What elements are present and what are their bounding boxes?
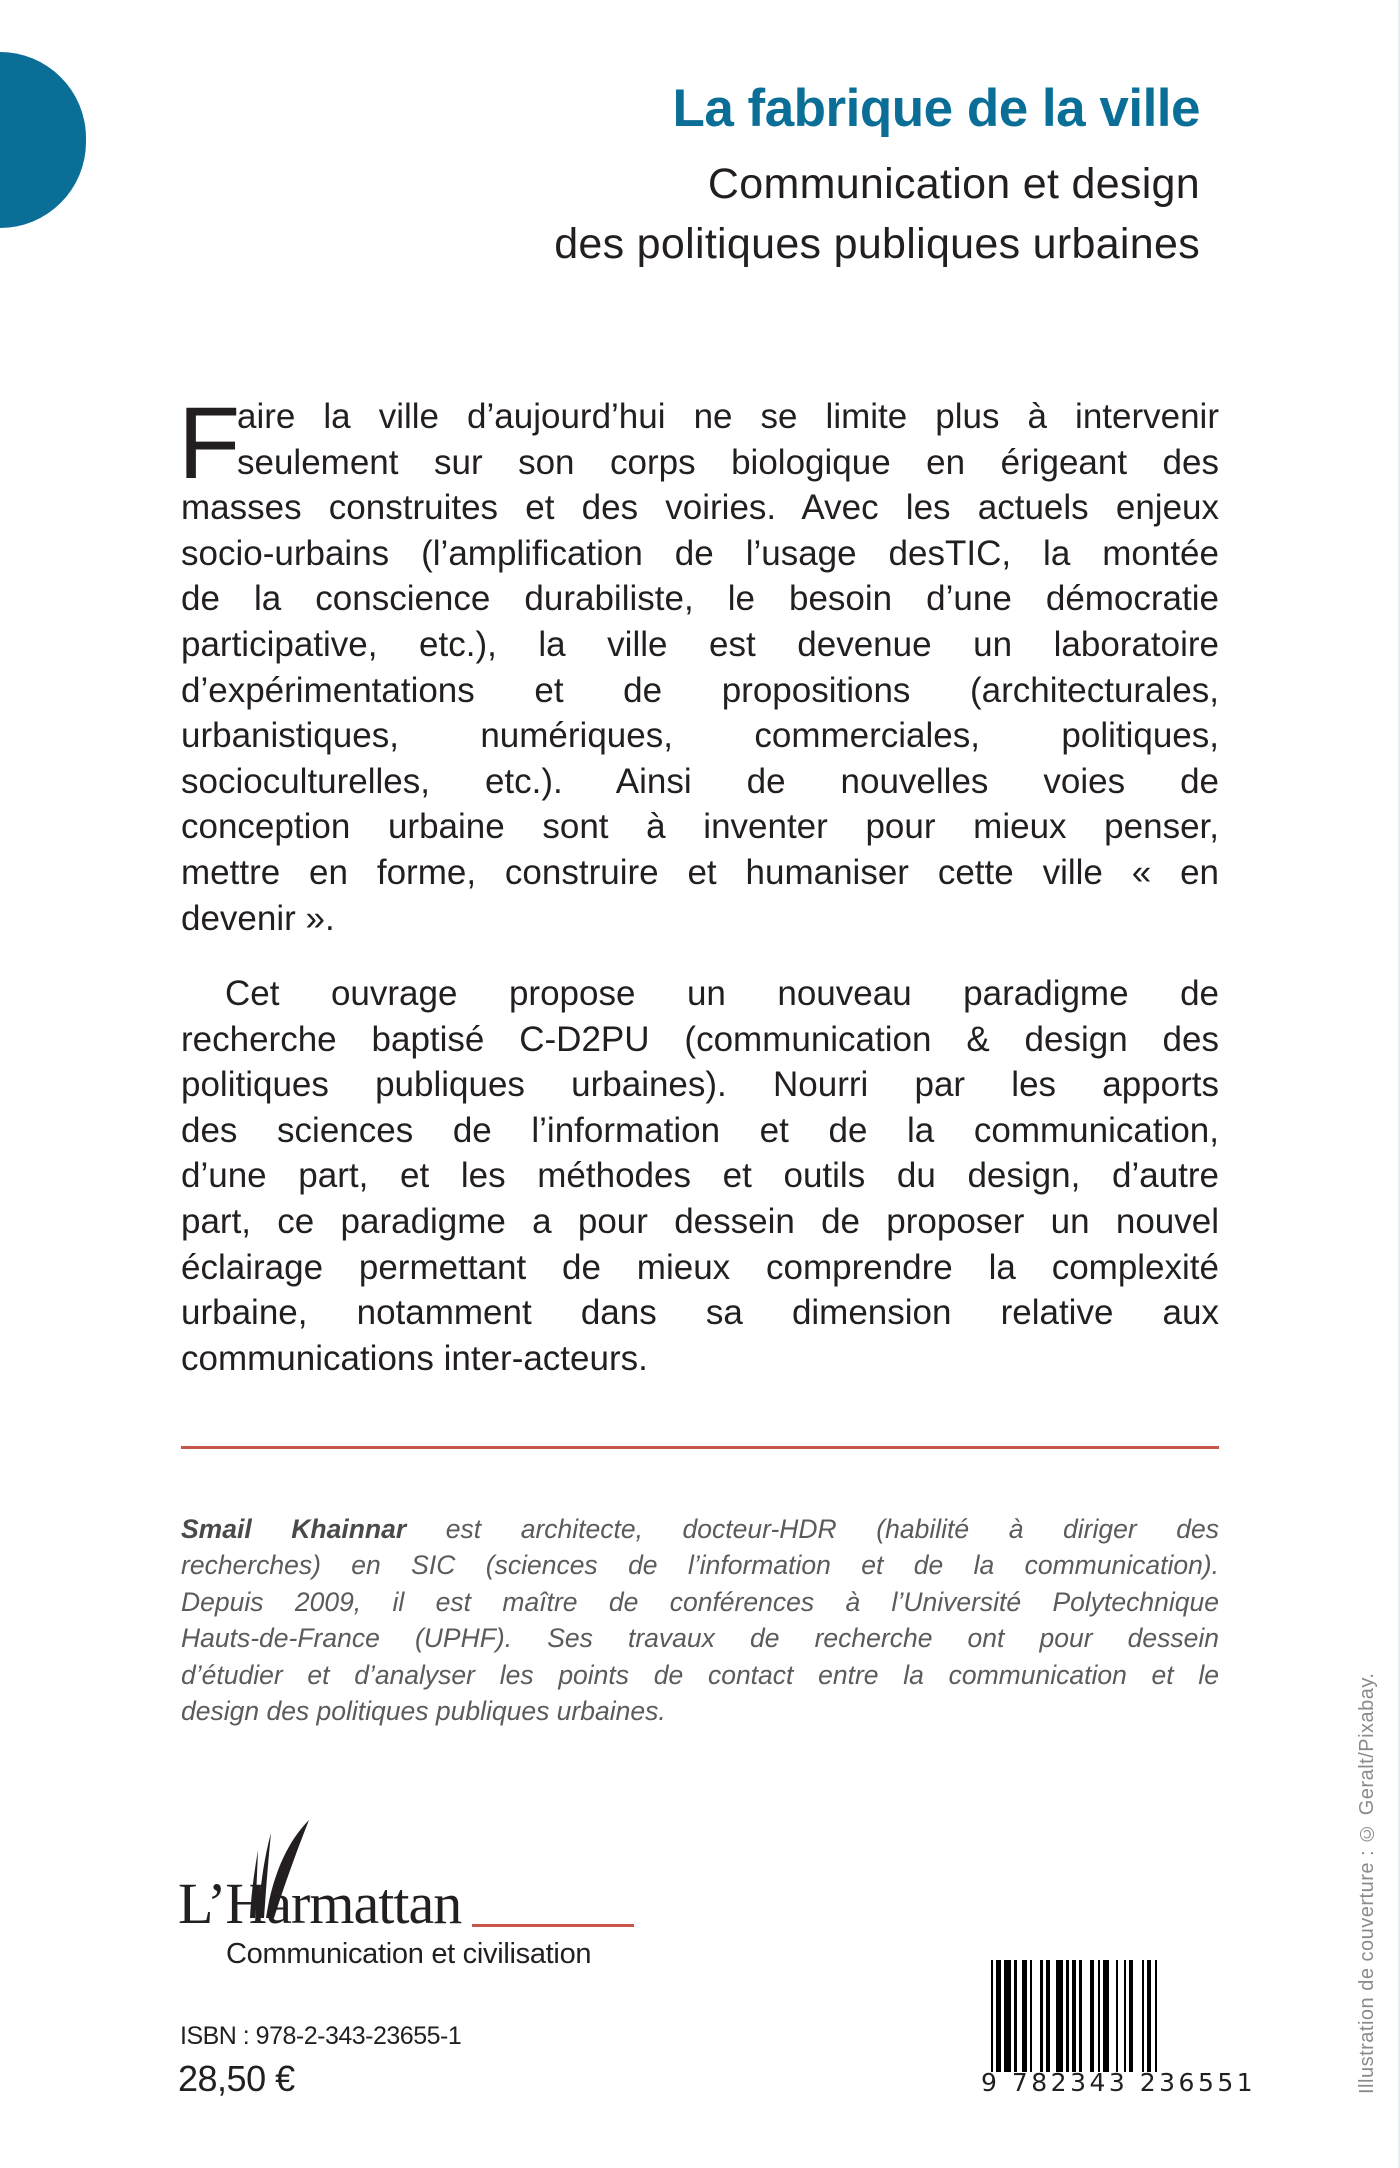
text-line: recherche baptisé C-D2PU (communication & design des [181, 1019, 1219, 1059]
text-line: aire la ville d’aujourd’hui ne se limite plus à intervenir [237, 397, 1219, 436]
book-title: La fabrique de la ville [672, 79, 1200, 138]
barcode-bar [1066, 1960, 1068, 2072]
barcode-bar [1046, 1960, 1050, 2072]
summary-paragraph-2 [181, 971, 1219, 1381]
barcode-bar [1040, 1960, 1042, 2072]
cover-credit: Illustration de couverture : © Geralt/Pixabay. [1356, 1672, 1378, 2094]
text-line: de la conscience durabiliste, le besoin d’une démocratie [181, 579, 1219, 619]
text-line: urbanistiques, numériques, commerciales, politiques, [181, 716, 1219, 756]
text-line: d’une part, et les méthodes et outils du design, d’autre [181, 1156, 1219, 1196]
text-line: part, ce paradigme a pour dessein de proposer un nouvel [181, 1201, 1219, 1241]
bio-line: design des politiques publiques urbaines. [181, 1695, 666, 1726]
barcode-bar [996, 1960, 1000, 2072]
text-line: communications inter-acteurs. [181, 1338, 648, 1378]
text-line: politiques publiques urbaines). Nourri par les apports [181, 1065, 1219, 1105]
barcode-bar [1030, 1960, 1032, 2072]
publisher-logo [178, 1818, 638, 1978]
text-line: des sciences de l’information et de la communication, [181, 1110, 1219, 1150]
barcode-bar [1147, 1960, 1151, 2072]
barcode-bar [1129, 1960, 1133, 2072]
author-bio [181, 1511, 1219, 1729]
barcode-bar [1056, 1960, 1063, 2072]
divider-rule [181, 1446, 1219, 1449]
collection-name: Communication et civilisation [226, 1938, 592, 1970]
barcode-bar [1116, 1960, 1118, 2072]
text-line: socio-urbains (l’amplification de l’usage desTIC, la montée [181, 533, 1219, 573]
barcode-bar [1103, 1960, 1110, 2072]
text-line: devenir ». [181, 898, 335, 938]
book-subtitle-line2: des politiques publiques urbaines [554, 220, 1200, 268]
bio-line: recherches) en SIC (sciences de l’information et de la communication). [181, 1550, 1219, 1581]
author-name: Smail Khainnar [181, 1514, 407, 1544]
barcode-bar [1124, 1960, 1126, 2072]
price: 28,50 € [178, 2058, 295, 2099]
bio-text: est architecte, docteur-HDR (habilité à diriger des [406, 1514, 1219, 1544]
barcode-bar [1090, 1960, 1094, 2072]
barcode-bar [1079, 1960, 1081, 2072]
text-line: seulement sur son corps biologique en érigeant des [237, 442, 1219, 482]
text-line: socioculturelles, etc.). Ainsi de nouvelles voies de [181, 761, 1219, 801]
text-line: urbaine, notamment dans sa dimension relative aux [181, 1293, 1219, 1333]
publisher-name: L’Harmattan [178, 1871, 462, 1936]
drop-cap: F [178, 386, 241, 500]
bio-line [181, 1511, 1219, 1547]
text-line: d’expérimentations et de propositions (architecturales, [181, 670, 1219, 710]
barcode-bar [1004, 1960, 1011, 2072]
text-line: Cet ouvrage propose un nouveau paradigme de [225, 974, 1219, 1013]
barcode-bar [1155, 1960, 1157, 2072]
logo-rule [472, 1924, 634, 1927]
barcode-bar [1142, 1960, 1144, 2072]
text-line: masses construites et des voiries. Avec les actuels enjeux [181, 488, 1219, 528]
barcode-number: 9 782343 236551 [981, 2068, 1257, 2097]
bio-line: Hauts-de-France (UPHF). Ses travaux de recherche ont pour dessein [181, 1623, 1219, 1654]
summary-paragraph-1 [178, 386, 1219, 941]
text-line: conception urbaine sont à inventer pour mieux penser, [181, 807, 1219, 847]
bio-line: Depuis 2009, il est maître de conférences à l’Université Polytechnique [181, 1586, 1219, 1617]
isbn: ISBN : 978-2-343-23655-1 [180, 2022, 462, 2050]
text-line: mettre en forme, construire et humaniser cette ville « en [181, 852, 1219, 892]
barcode-bar [1072, 1960, 1076, 2072]
barcode-bar [1014, 1960, 1016, 2072]
text-line: éclairage permettant de mieux comprendre la complexité [181, 1247, 1219, 1287]
barcode-bar [1022, 1960, 1026, 2072]
bio-line: d’étudier et d’analyser les points de contact entre la communication et le [181, 1659, 1219, 1690]
text-line: participative, etc.), la ville est devenue un laboratoire [181, 624, 1219, 664]
book-subtitle-line1: Communication et design [707, 160, 1200, 208]
decorative-blue-shape [0, 52, 86, 228]
barcode [981, 1960, 1257, 2097]
barcode-bars [991, 1960, 1213, 2072]
barcode-bar [1098, 1960, 1100, 2072]
barcode-bar [991, 1960, 993, 2072]
